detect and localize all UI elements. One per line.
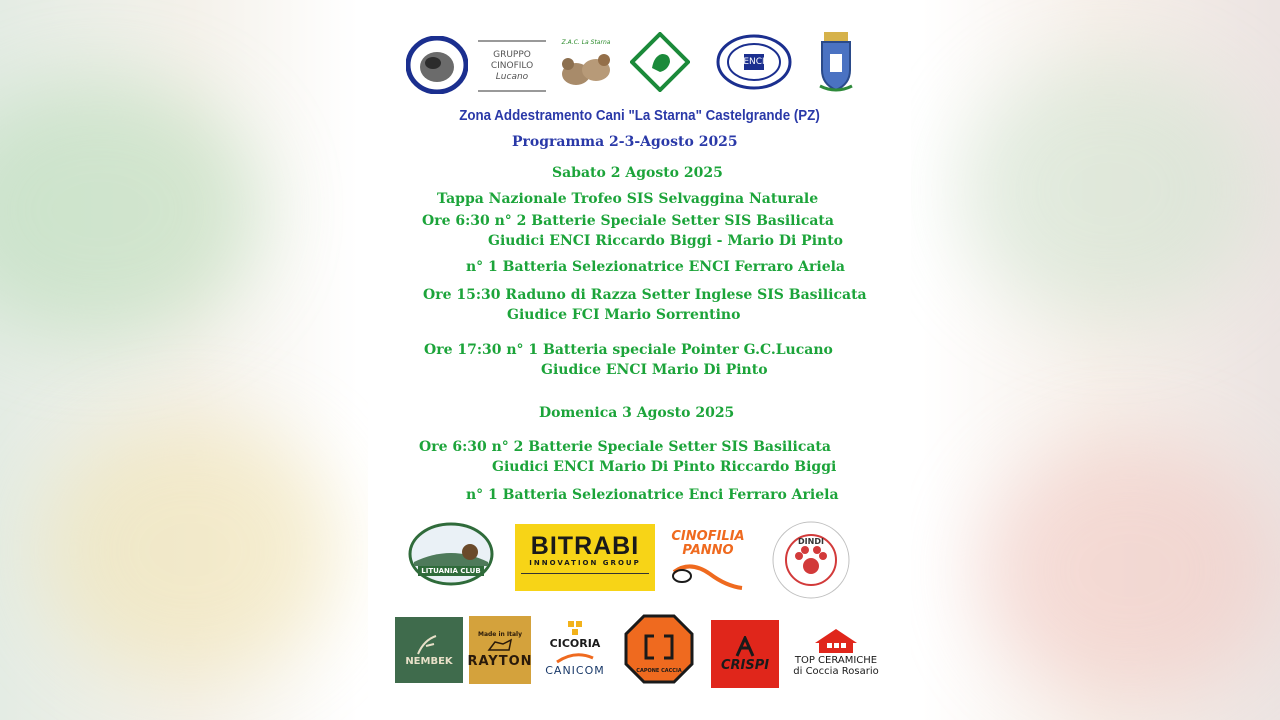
bitrabi-logo <box>515 524 655 591</box>
crispi-mark-icon <box>733 636 757 658</box>
program-dates: Programma 2-3-Agosto 2025 <box>512 134 738 150</box>
saturday-line-giudici: Giudici ENCI Riccardo Biggi - Mario Di Pinto <box>488 233 844 249</box>
zac-la-starna-logo <box>556 34 616 94</box>
cicoria-label: CICORIA <box>549 637 601 650</box>
cinofilo-label: CINOFILO <box>490 60 534 71</box>
cinofilia-label: CINOFILIA <box>671 529 745 544</box>
house-icon <box>813 627 859 655</box>
saturday-line-batterie: Ore 6:30 n° 2 Batterie Speciale Setter SIS Basilicata <box>422 213 834 229</box>
saturday-line-giudice-fci: Giudice FCI Mario Sorrentino <box>507 307 741 323</box>
dindi-label: DINDI <box>798 537 824 546</box>
zac-label: Z.A.C. La Starna <box>561 38 611 46</box>
sunday-heading: Domenica 3 Agosto 2025 <box>539 405 735 421</box>
enci-diamond-logo <box>630 32 690 92</box>
background-blur <box>40 420 340 680</box>
lituania-label: LITUANIA CLUB <box>421 567 481 575</box>
top-ceramiche-logo <box>786 622 886 682</box>
saturday-line-selezionatrice: n° 1 Batteria Selezionatrice ENCI Ferraro Ariela <box>466 259 845 275</box>
cinofilia-panno-logo <box>668 528 748 596</box>
canicom-swoosh-icon <box>555 650 595 664</box>
crispi-label: CRISPI <box>720 657 770 673</box>
background-blur <box>0 80 260 340</box>
sunday-line-selezionatrice: n° 1 Batteria Selezionatrice Enci Ferraro Ariela <box>466 487 839 503</box>
coccia-rosario-label: di Coccia Rosario <box>793 666 879 677</box>
capone-caccia-logo <box>624 614 694 684</box>
lucano-label: Lucano <box>495 71 529 82</box>
dindi-logo <box>768 520 854 600</box>
pointer-club-logo <box>406 36 468 94</box>
top-logos <box>368 30 911 96</box>
gruppo-label: GRUPPO <box>493 49 531 60</box>
bitrabi-brands-strip <box>521 573 649 582</box>
capone-label: CAPONE CACCIA <box>636 668 682 674</box>
rayton-label: RAYTON <box>467 654 533 669</box>
antler-icon <box>414 634 444 656</box>
background-blur <box>980 440 1280 700</box>
event-poster <box>368 0 911 720</box>
canicom-label: CANICOM <box>545 664 605 677</box>
panno-label: PANNO <box>682 543 734 558</box>
gruppo-cinofilo-logo <box>478 40 546 92</box>
crispi-logo <box>711 620 779 688</box>
bitrabi-sub-label: INNOVATION GROUP <box>529 559 641 567</box>
dog-icon <box>487 638 513 654</box>
bitrabi-label: BITRABI <box>530 532 640 560</box>
castelgrande-crest-logo <box>818 30 854 94</box>
rayton-made-in-italy: Made in Italy <box>477 631 522 638</box>
saturday-line-trofeo: Tappa Nazionale Trofeo SIS Selvaggina Naturale <box>437 191 819 207</box>
rayton-logo <box>469 616 531 684</box>
partridge-icon <box>558 46 614 90</box>
saturday-heading: Sabato 2 Agosto 2025 <box>552 165 723 181</box>
leash-icon <box>670 558 746 594</box>
enci-label: ENCI <box>743 57 765 67</box>
lituania-club-logo <box>408 522 494 586</box>
saturday-line-raduno: Ore 15:30 Raduno di Razza Setter Inglese SIS Basilicata <box>423 287 867 303</box>
top-ceramiche-label: TOP CERAMICHE <box>794 655 878 666</box>
saturday-line-giudice-enci: Giudice ENCI Mario Di Pinto <box>541 362 768 378</box>
sunday-line-batterie: Ore 6:30 n° 2 Batterie Speciale Setter SIS Basilicata <box>419 439 831 455</box>
saturday-line-pointer: Ore 17:30 n° 1 Batteria speciale Pointer G.C.Lucano <box>424 342 833 358</box>
sunday-line-giudici: Giudici ENCI Mario Di Pinto Riccardo Biggi <box>492 459 837 475</box>
background-blur <box>960 60 1260 320</box>
nembek-logo <box>395 617 463 683</box>
poster-title: Zona Addestramento Cani "La Starna" Castelgrande (PZ) <box>459 108 820 124</box>
enci-national-logo <box>716 34 792 90</box>
nembek-label: NEMBEK <box>405 655 453 667</box>
cicoria-mark-icon <box>568 621 582 637</box>
cicoria-canicom-logo <box>533 612 617 686</box>
